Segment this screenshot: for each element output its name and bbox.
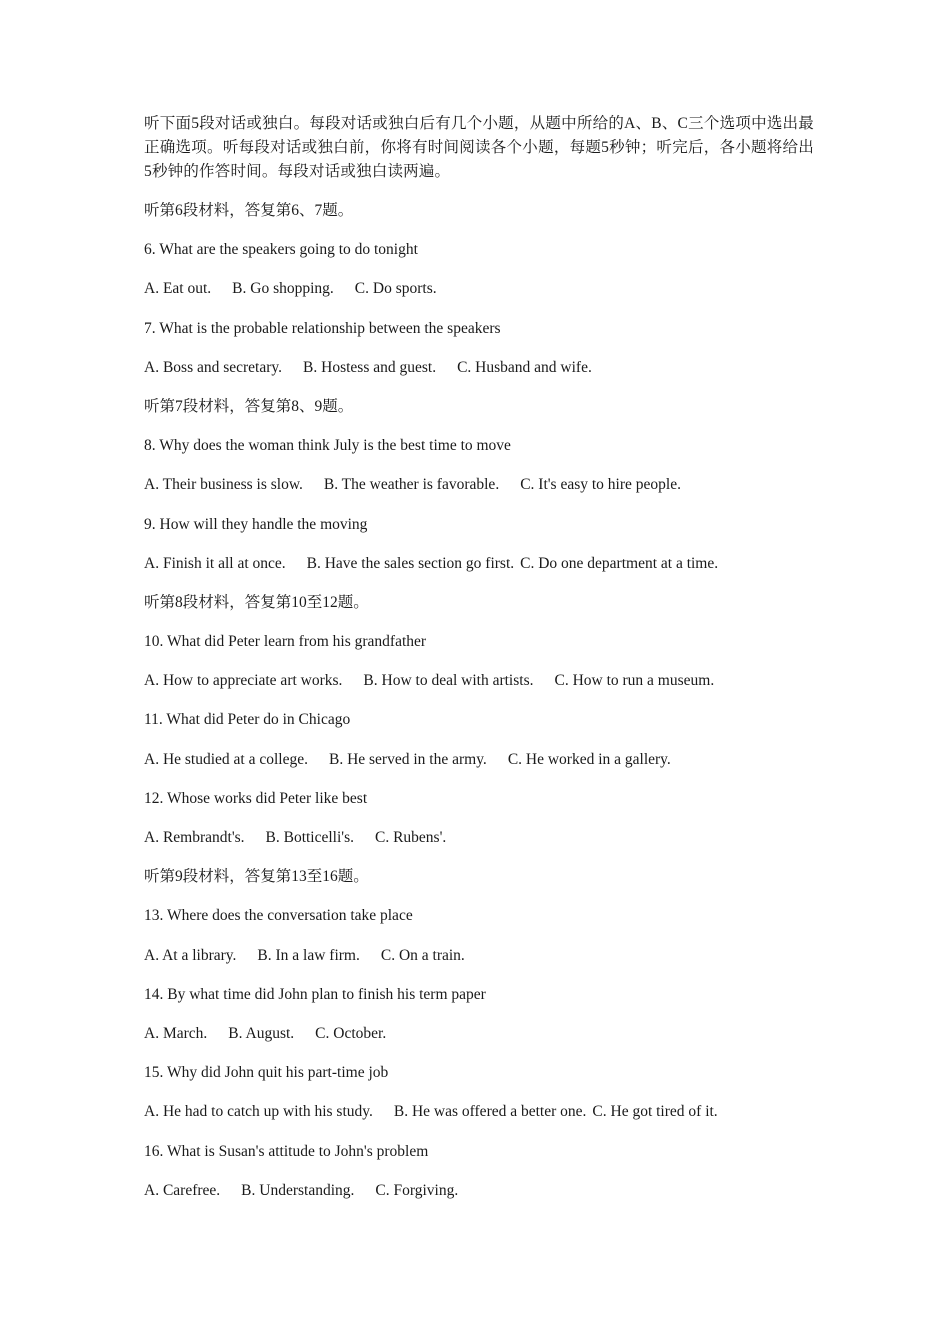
section-heading: 听第6段材料，答复第6、7题。 — [144, 202, 354, 219]
question-10: 10. What did Peter learn from his grandfather — [144, 633, 427, 651]
instructions-paragraph: 听下面5段对话或独白。每段对话或独白后有几个小题，从题中所给的A、B、C三个选项中选出最正确选项。听每段对话或独白前，你将有时间阅读各个小题，每题5秒钟；听完后，各小题将给出5秒钟的作答时间。每段对话或独白读两遍。 — [144, 115, 814, 180]
option-c: C. Rubens'. — [375, 829, 447, 846]
option-c: C. On a train. — [380, 946, 465, 964]
question-9: 9. How will they handle the moving — [144, 515, 368, 533]
option-c: C. Do one department at a time. — [520, 554, 719, 572]
section-heading: 听第7段材料，答复第8、9题。 — [144, 397, 354, 415]
option-a: A. Eat out. — [144, 280, 212, 298]
option-b: B. Go shopping. — [232, 280, 334, 298]
option-b: B. Have the sales section go first. — [306, 554, 515, 572]
option-c: C. Husband and wife. — [457, 358, 592, 376]
options-14 — [144, 1022, 814, 1061]
options-10 — [144, 669, 814, 708]
options-11 — [144, 748, 814, 787]
question-7: 7. What is the probable relationship between the speakers — [144, 319, 501, 337]
option-b: B. He was offered a better one. — [393, 1103, 587, 1121]
option-a: A. Their business is slow. — [144, 476, 303, 494]
option-c: C. He got tired of it. — [592, 1103, 718, 1121]
option-c: C. October. — [315, 1024, 387, 1042]
options-12 — [144, 826, 814, 865]
question-14: 14. By what time did John plan to finish his term paper — [144, 985, 486, 1003]
options-15 — [144, 1100, 814, 1139]
option-a: A. Finish it all at once. — [144, 554, 286, 572]
option-b: B. Hostess and guest. — [303, 358, 437, 376]
option-a: A. Carefree. — [144, 1181, 221, 1199]
option-a: A. How to appreciate art works. — [144, 672, 343, 690]
option-a: A. He had to catch up with his study. — [144, 1103, 373, 1121]
question-11: 11. What did Peter do in Chicago — [144, 711, 351, 729]
section-heading: 听第8段材料，答复第10至12题。 — [144, 593, 369, 611]
option-b: B. Botticelli's. — [265, 829, 354, 846]
option-b: B. The weather is favorable. — [323, 476, 500, 494]
document-page — [144, 112, 814, 1218]
option-c: C. He worked in a gallery. — [507, 750, 671, 768]
option-a: A. Boss and secretary. — [144, 358, 283, 376]
question-8: 8. Why does the woman think July is the best time to move — [144, 437, 511, 455]
option-b: B. He served in the army. — [328, 750, 487, 768]
options-13 — [144, 944, 814, 983]
option-a: A. He studied at a college. — [144, 750, 308, 768]
option-b: B. In a law firm. — [257, 946, 360, 964]
option-c: C. It's easy to hire people. — [520, 476, 681, 494]
options-8 — [144, 473, 814, 512]
options-6 — [144, 277, 814, 316]
options-7 — [144, 356, 814, 395]
option-a: A. March. — [144, 1024, 208, 1042]
question-13: 13. Where does the conversation take place — [144, 907, 413, 925]
options-16 — [144, 1179, 814, 1218]
option-b: B. How to deal with artists. — [363, 672, 534, 690]
options-9 — [144, 552, 814, 591]
option-c: C. Do sports. — [354, 280, 437, 298]
question-6: 6. What are the speakers going to do tonight — [144, 241, 418, 259]
option-a: A. At a library. — [144, 946, 237, 964]
option-b: B. August. — [228, 1024, 295, 1042]
question-16: 16. What is Susan's attitude to John's problem — [144, 1142, 429, 1160]
section-heading: 听第9段材料，答复第13至16题。 — [144, 868, 369, 886]
option-c: C. Forgiving. — [375, 1181, 459, 1199]
question-12: 12. Whose works did Peter like best — [144, 789, 368, 807]
option-b: B. Understanding. — [241, 1181, 355, 1199]
option-a: A. Rembrandt's. — [144, 829, 245, 846]
option-c: C. How to run a museum. — [554, 672, 715, 690]
question-15: 15. Why did John quit his part-time job — [144, 1064, 389, 1082]
